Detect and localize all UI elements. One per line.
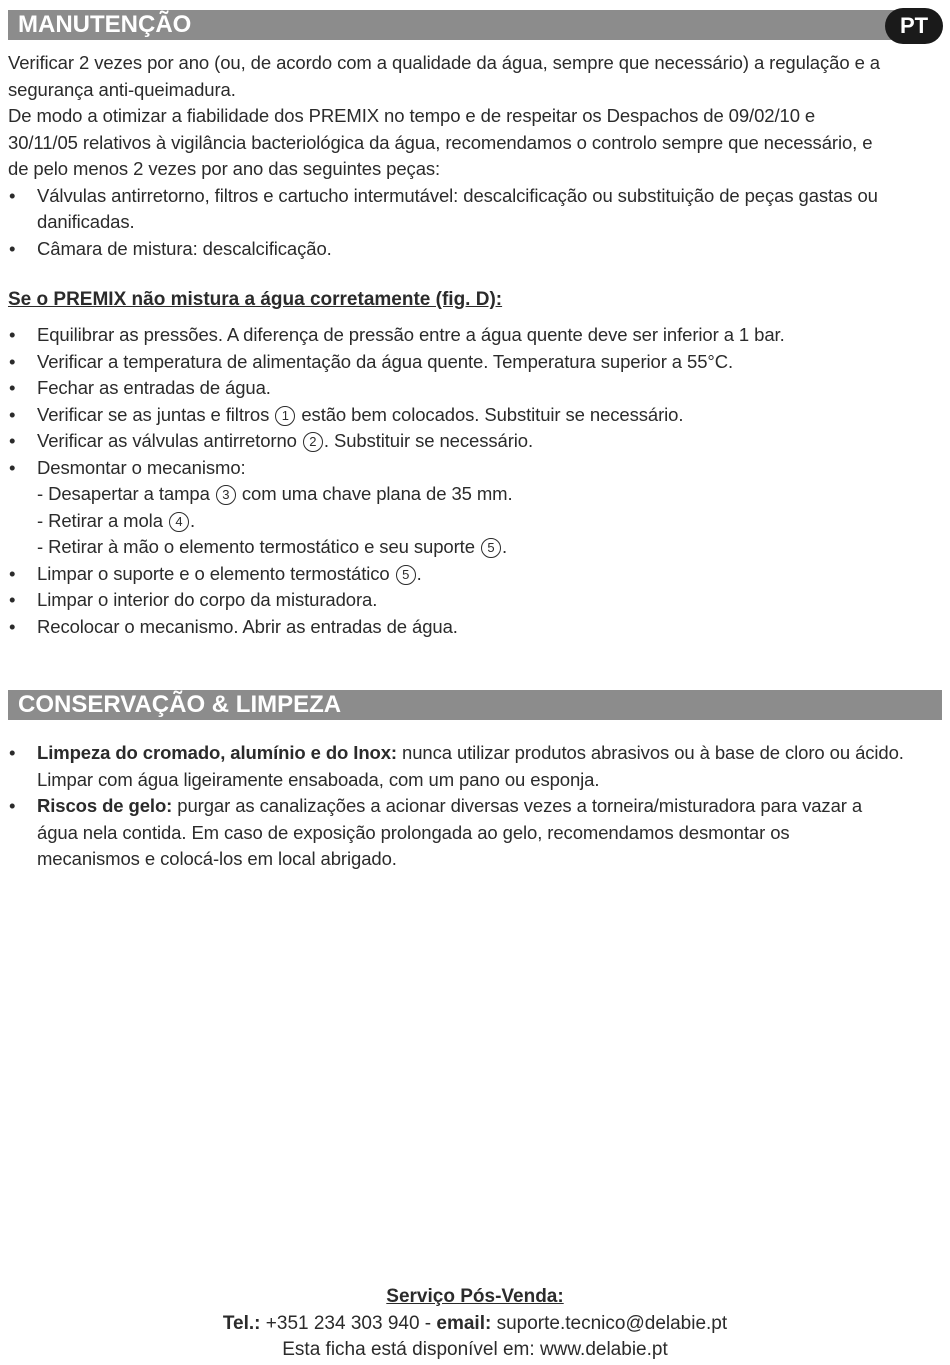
item-text: com uma chave plana de 35 mm. xyxy=(241,483,513,504)
item-text: • Desmontar o mecanismo: xyxy=(37,456,246,478)
sub-step xyxy=(37,534,933,561)
item-text: . xyxy=(501,536,507,557)
item-label: Riscos de gelo: xyxy=(37,795,173,816)
maintenance-list xyxy=(8,183,933,263)
sub-step xyxy=(37,508,933,535)
language-badge: PT xyxy=(885,8,943,44)
item-text: - Retirar à mão o elemento termostático e seu suporte xyxy=(37,536,475,557)
list-item: • Equilibrar as pressões. A diferença de pressão entre a água quente deve ser inferior a 1 bar. xyxy=(8,322,933,349)
item-text: purgar as canalizações a acionar diversas vezes a torneira/misturadora para vazar a água nela contida. Em caso de exposição prolongada ao gelo, recomendamos desmontar os mecanismos e colocá-los em local abrigado. xyxy=(37,795,863,869)
callout-number: 1 xyxy=(275,406,295,426)
list-item: • Verificar a temperatura de alimentação da água quente. Temperatura superior a 55°C. xyxy=(8,349,933,376)
list-item xyxy=(8,402,933,429)
list-item: • Limpar o interior do corpo da misturadora. xyxy=(8,587,933,614)
list-item: • Válvulas antirretorno, filtros e cartucho intermutável: descalcificação ou substituição de peças gastas ou danificadas. xyxy=(8,183,933,236)
troubleshooting-list xyxy=(8,322,933,640)
maintenance-body xyxy=(8,50,933,262)
cleaning-body xyxy=(8,740,923,873)
section-title-manutencao: MANUTENÇÃO xyxy=(8,10,908,40)
email-link[interactable]: suporte.tecnico@delabie.pt xyxy=(491,1312,728,1334)
maintenance-para-1: Verificar 2 vezes por ano (ou, de acordo com a qualidade da água, sempre que necessário) a regulação e a segurança anti-queimadura. xyxy=(8,52,880,100)
footer-availability: Esta ficha está disponível em: www.delabie.pt xyxy=(282,1339,668,1360)
callout-number: 5 xyxy=(396,565,416,585)
section-title-conservacao: CONSERVAÇÃO & LIMPEZA xyxy=(8,690,942,720)
list-item: • Fechar as entradas de água. xyxy=(8,375,933,402)
list-item xyxy=(8,740,923,793)
list-item: • Câmara de mistura: descalcificação. xyxy=(8,236,933,263)
item-text: - Retirar a mola xyxy=(37,509,163,531)
tel-value: +351 234 303 940 - xyxy=(260,1312,437,1334)
callout-number: 2 xyxy=(303,432,323,452)
after-sales-footer xyxy=(0,1284,950,1364)
callout-number: 3 xyxy=(216,485,236,505)
item-text: . Substituir se necessário. xyxy=(323,430,533,451)
list-item xyxy=(8,455,933,561)
sub-step xyxy=(37,481,933,508)
list-item xyxy=(8,428,933,455)
email-label: email: xyxy=(436,1312,492,1334)
item-text: estão bem colocados. Substituir se necessário. xyxy=(301,403,684,425)
item-text: . xyxy=(189,509,195,531)
item-text: - Desapertar a tampa xyxy=(37,483,210,504)
list-item xyxy=(8,561,933,588)
tel-label: Tel.: xyxy=(222,1312,261,1334)
footer-contact xyxy=(0,1311,950,1338)
maintenance-para-2: De modo a otimizar a fiabilidade dos PREMIX no tempo e de respeitar os Despachos de 09/02/10 e 30/11/05 relativos à vigilância bacteriológica da água, recomendamos o controlo sempre que necessário, e de pelo menos 2 vezes por ano das seguintes peças: xyxy=(8,105,873,179)
callout-number: 5 xyxy=(481,538,501,558)
item-text: Verificar se as juntas e filtros xyxy=(37,403,270,425)
footer-heading: Serviço Pós-Venda: xyxy=(386,1286,564,1307)
troubleshooting-body xyxy=(8,322,933,640)
item-text: nunca utilizar produtos abrasivos ou à base de cloro ou ácido. Limpar com água ligeiramente ensaboada, com um pano ou esponja. xyxy=(37,742,904,790)
callout-number: 4 xyxy=(169,512,189,532)
item-text: Verificar as válvulas antirretorno xyxy=(37,430,297,451)
list-item: • Recolocar o mecanismo. Abrir as entradas de água. xyxy=(8,614,933,641)
list-item xyxy=(8,793,897,873)
item-text: Limpar o suporte e o elemento termostático xyxy=(37,562,390,584)
item-label: Limpeza do cromado, alumínio e do Inox: xyxy=(37,742,397,763)
item-text: . xyxy=(416,562,422,584)
troubleshooting-heading: Se o PREMIX não mistura a água corretamente (fig. D): xyxy=(8,289,503,310)
cleaning-list xyxy=(8,740,923,873)
